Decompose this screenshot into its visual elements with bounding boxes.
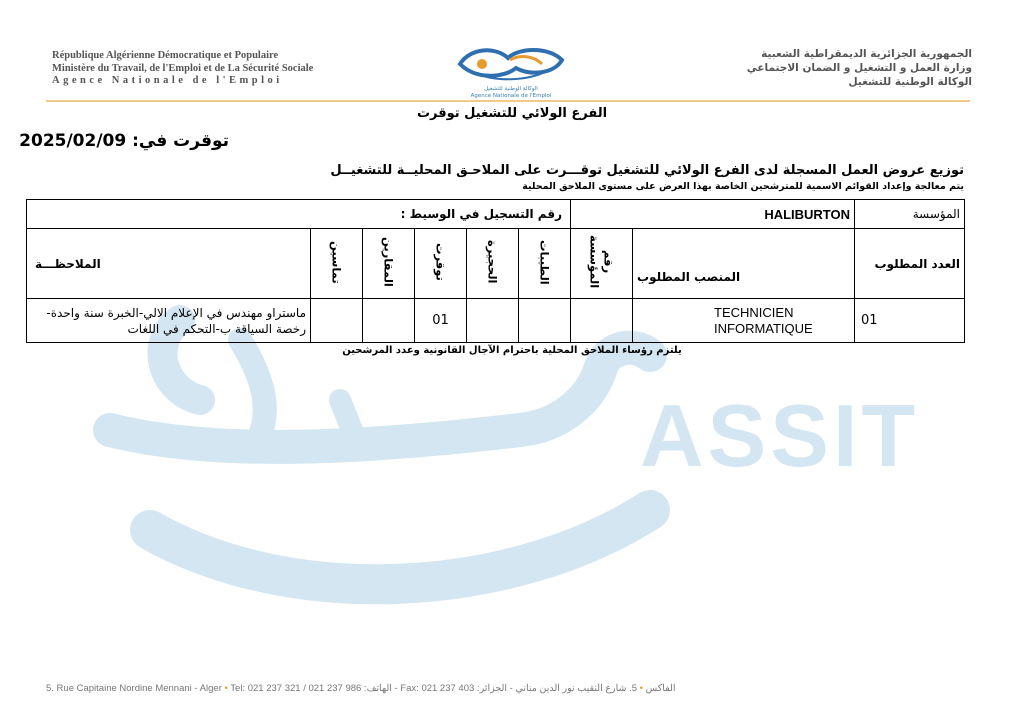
cell-position: TECHNICIEN INFORMATIQUE — [714, 304, 813, 336]
header-tmacine-cell — [311, 229, 363, 299]
address-tel: Tel: 021 237 321 / 021 237 986 :الهاتف — [230, 683, 392, 694]
cell-taibat — [519, 299, 571, 343]
header-taibat-cell — [519, 229, 571, 299]
logo-caption-fr: Agence Nationale de l'Emploi — [470, 92, 552, 99]
header-hjira-cell — [467, 229, 519, 299]
cell-hjira — [467, 299, 519, 343]
table-row — [27, 200, 965, 229]
header-fr — [52, 50, 313, 88]
header-touggourt-cell — [415, 229, 467, 299]
cell-tmacine — [311, 299, 363, 343]
header-divider — [46, 100, 970, 102]
cell-mgarine — [363, 299, 415, 343]
logo-caption — [452, 86, 570, 99]
address-fr: 5. Rue Capitaine Nordine Mennani - Alger — [46, 683, 222, 694]
bullet-icon: • — [224, 683, 228, 694]
document-title: توزيع عروض العمل المسجلة لدى الفرع الولائي للتشغيل توقـــرت على الملاحـق المحليــة للتشغيــل — [330, 163, 964, 178]
watermark-text: ASSIT — [640, 386, 920, 485]
header-touggourt: توقرت — [433, 243, 448, 281]
header-inst-no-cell — [571, 229, 633, 299]
cell-remark: ماستراو مهندس في الإعلام الالي-الخبرة سنة واحدة-رخصة السياقة ب-التحكم في اللغات — [27, 299, 311, 343]
bullet-icon: • — [639, 683, 643, 694]
employer-label: المؤسسة — [855, 200, 965, 229]
header-count: العدد المطلوب — [855, 229, 965, 299]
address-ar: 5. شارع النقيب نور الدين مناني - الجزائر — [479, 683, 638, 694]
branch-name: الفرع الولائي للتشغيل توقرت — [416, 106, 608, 121]
cell-count: 01 — [855, 299, 965, 343]
table-row — [27, 299, 965, 343]
employer-name: HALIBURTON — [764, 206, 851, 222]
date-line: توقرت في: 2025/02/09 — [19, 131, 229, 151]
header-mgarine-cell — [363, 229, 415, 299]
header-inst-no: رقم المؤسسة — [587, 235, 616, 289]
job-offer-table — [26, 199, 965, 343]
header-position: المنصب المطلوب — [633, 229, 855, 299]
header-ar-line: الجمهورية الجزائرية الديمقراطية الشعبية — [761, 48, 972, 60]
header-hjira: الحجيرة — [485, 240, 500, 284]
header-taibat: الطيبات — [537, 239, 552, 285]
address-footer: 5. Rue Capitaine Nordine Mennani - Alger • Tel: 021 237 321 / 021 237 986 :الهاتف - Fax: 021 237 403 :الفاكس • 5. شارع النقيب نور الدين مناني - الجزائر — [46, 683, 676, 694]
cell-inst-no — [571, 299, 633, 343]
footnote: يلتزم رؤساء الملاحق المحلية باحترام الآجال القانونية وعدد المرشحين — [342, 345, 682, 356]
header-fr-line: Agence Nationale de l'Emploi — [52, 75, 283, 86]
header-ar-line: الوكالة الوطنية للتشغيل — [848, 76, 972, 88]
registration-label: رقم التسجيل في الوسيط : — [27, 200, 571, 229]
header-fr-line: Ministère du Travail, de l'Emploi et de La Sécurité Sociale — [52, 62, 314, 74]
cell-touggourt: 01 — [415, 299, 467, 343]
table-header-row — [27, 229, 965, 299]
employer-value — [571, 200, 855, 229]
header-ar-line: وزارة العمل و التشغيل و الضمان الاجتماعي — [746, 62, 972, 74]
document-subtitle: يتم معالجة وإعداد القوائم الاسمية للمترشحين الخاصة بهذا العرض على مستوى الملاحق المحلية — [522, 181, 964, 192]
header-tmacine: تماسين — [329, 240, 344, 284]
cell-position-cell — [633, 299, 855, 343]
header-remark: الملاحظـــة — [27, 229, 311, 299]
header-ar — [747, 47, 972, 89]
address-fax: Fax: 021 237 403 :الفاكس — [400, 683, 676, 694]
header-mgarine: المقارين — [381, 237, 396, 287]
logo-caption-ar: الوكالة الوطنية للتشغيل — [484, 86, 538, 92]
header-fr-line: République Algérienne Démocratique et Populaire — [52, 50, 279, 61]
